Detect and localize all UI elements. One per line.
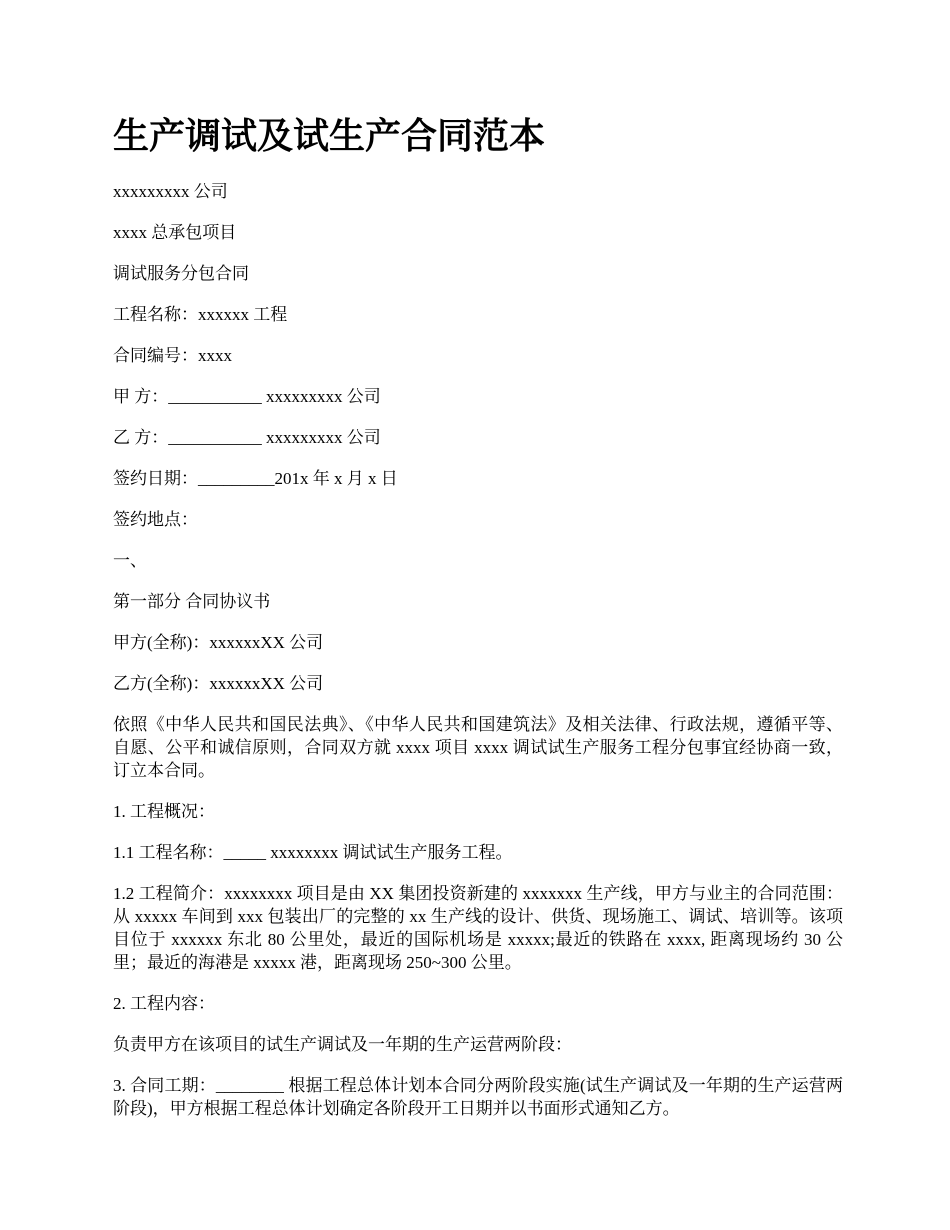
clause-2-body: 负责甲方在该项目的试生产调试及一年期的生产运营两阶段： (113, 1035, 572, 1054)
project-name-line: 工程名称：xxxxxx 工程 (113, 305, 288, 324)
contract-type-line: 调试服务分包合同 (113, 264, 249, 283)
clause-1-heading: 1. 工程概况： (113, 802, 215, 821)
section-one-marker: 一、 (113, 551, 147, 570)
clause-2-heading: 2. 工程内容： (113, 994, 215, 1013)
party-b-line: 乙 方：___________ xxxxxxxxx 公司 (113, 428, 381, 447)
document-title: 生产调试及试生产合同范本 (113, 116, 546, 157)
company-name-line: xxxxxxxxx 公司 (113, 182, 228, 201)
contract-number-line: 合同编号：xxxx (113, 346, 232, 365)
clause-3: 3. 合同工期：________ 根据工程总体计划本合同分两阶段实施(试生产调试及一年期的生产运营两阶段)，甲方根据工程总体计划确定各阶段开工日期并以书面形式通知乙方。 (113, 1076, 843, 1118)
party-a-line: 甲 方：___________ xxxxxxxxx 公司 (113, 387, 381, 406)
project-line: xxxx 总承包项目 (113, 223, 237, 242)
clause-1-2: 1.2 工程简介：xxxxxxxx 项目是由 XX 集团投资新建的 xxxxxxx 生产线，甲方与业主的合同范围：从 xxxxx 车间到 xxx 包装出厂的完整的 xx 生产线的设计、供货、现场施工、调试、培训等。该项目位于 xxxxxx 东北 80 公里处，最近的国际机场是 xxxxx;最近的铁路在 xxxx, 距离现场约 30 公里；最近的海港是 xxxxx 港，距离现场 250~300 公里。 (113, 884, 843, 972)
party-b-fullname-line: 乙方(全称)：xxxxxxXX 公司 (113, 674, 324, 693)
signing-date-line: 签约日期：_________201x 年 x 月 x 日 (113, 469, 398, 488)
part-one-heading: 第一部分 合同协议书 (113, 592, 271, 611)
document-page (113, 112, 843, 1138)
signing-place-line: 签约地点： (113, 510, 198, 529)
clause-1-1: 1.1 工程名称：_____ xxxxxxxx 调试试生产服务工程。 (113, 843, 513, 862)
party-a-fullname-line: 甲方(全称)：xxxxxxXX 公司 (113, 633, 324, 652)
preamble-paragraph: 依照《中华人民共和国民法典》、《中华人民共和国建筑法》及相关法律、行政法规，遵循平等、自愿、公平和诚信原则，合同双方就 xxxx 项目 xxxx 调试试生产服务工程分包事宜经协商一致，订立本合同。 (113, 715, 843, 780)
